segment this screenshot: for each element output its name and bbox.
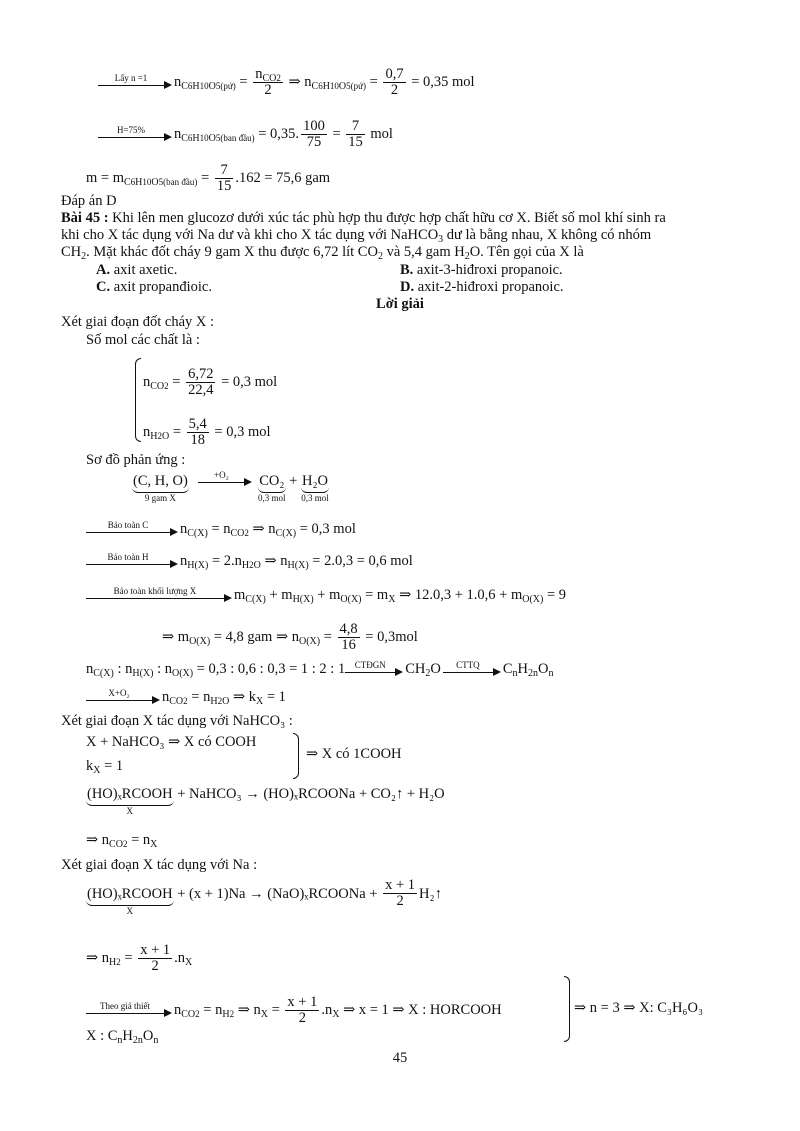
stage1-heading: Xét giai đoạn đốt cháy X : [61, 314, 215, 330]
stage2-heading: Xét giai đoạn X tác dụng với NaHCO₃ : [61, 713, 293, 729]
reaction-na: (HO)ₓRCOOH X + (x + 1)Na → (NaO)ₓRCOONa + $\frac{x + 1}{2}$ H₂↑ [87, 877, 442, 916]
bracket1-line1: X + NaHCO₃ ⇒ X có COOH [86, 734, 257, 750]
scheme-intro: Sơ đồ phản ứng : [86, 452, 186, 468]
final-result: ⇒ n = 3 ⇒ X: C₃H₆O₃ [574, 1000, 704, 1016]
nh2-line: ⇒ $n_{H2}$ = $\frac{x + 1}{2}$ $.n_X$ [86, 942, 193, 974]
option-a: A. axit axetic. [96, 262, 178, 278]
bracket1-result: ⇒ X có 1COOH [306, 746, 402, 762]
system-brace [135, 358, 141, 442]
final-brace [564, 976, 570, 1042]
reaction-scheme: (C, H, O) 9 gam X +O₂ CO₂ 0,3 mol + H₂O 0,3 mol [133, 470, 329, 503]
conservation-c-line: Bảo toàn C $n_{C(X)} = n_{CO2}$ ⇒ $n_{C(X)} = 0,3$ mol [86, 521, 356, 538]
problem-line-3: $CH_2$. Mặt khác đốt cháy 9 gam X thu được 6,72 lít $CO_2$ và 5,4 gam $H_2O$. Tên gọi của X là [61, 244, 584, 262]
conservation-h-line: Bảo toàn H $n_{H(X)} = 2.n_{H2O}$ ⇒ $n_{H(X)} = 2.0,3 = 0,6$ mol [86, 553, 413, 570]
final-line-2: X : $C_nH_{2n}O_n$ [86, 1028, 159, 1046]
nh2o-line: $n_{H2O}$ = $\frac{5,4}{18}$ = 0,3 mol [143, 416, 271, 448]
mol-intro: Số mol các chất là : [86, 332, 200, 348]
problem-line-1: Bài 45 : Khi lên men glucozơ dưới xúc tác phù hợp thu được hợp chất hữu cơ X. Biết số mol khí sinh ra [61, 210, 666, 226]
page-number: 45 [392, 1050, 408, 1066]
option-c: C. axit propanđioic. [96, 279, 212, 295]
mass-conservation-line: Bảo toàn khối lượng X $m_{C(X)} + m_{H(X)} + m_{O(X)} = m_X$ ⇒ $12.0,3 + 1.0,6 + m_{O(X)} = 9$ [86, 587, 566, 604]
option-b: B. axit-3-hiđroxi propanoic. [400, 262, 563, 278]
answer-line: Đáp án D [61, 193, 117, 209]
equation-line-3: $m = m_{C6H10O5(ban đầu)}$ = $\frac{7}{15}$ .162 = 75,6 gam [86, 162, 331, 194]
equation-line-2: H=75% $n_{C6H10O5(ban đầu)} = 0,35$. $\frac{100}{75}$ = $\frac{7}{15}$ mol [98, 119, 393, 150]
nco2-line: $n_{CO2}$ = $\frac{6,72}{22,4}$ = 0,3 mol [143, 366, 278, 398]
solution-title: Lời giải [376, 296, 424, 312]
problem-line-2: khi cho X tác dụng với Na dư và khi cho X tác dụng với NaHCO$_3$ dư là bằng nhau, X không có nhóm [61, 227, 652, 245]
k-line: X+O₂ $n_{CO2} = n_{H2O}$ ⇒ $k_X = 1$ [86, 689, 286, 706]
bracket1-line2: $k_X = 1$ [86, 758, 124, 776]
reaction-nahco3: (HO)ₓRCOOH X + NaHCO₃ → (HO)ₓRCOONa + CO₂↑ + H₂O [87, 786, 445, 816]
option-d: D. axit-2-hiđroxi propanoic. [400, 279, 564, 295]
final-line-1: Theo giả thiết $n_{CO2} = n_{H2}$ ⇒ $n_X$ = $\frac{x + 1}{2}$ $.n_X$ ⇒ x = 1 ⇒ X : HORCOOH [86, 995, 502, 1026]
ratio-line: $n_{C(X)}$ : $n_{H(X)}$ : $n_{O(X)} = 0,3$ : 0,6 : 0,3 = 1 : 2 : 1 CTĐGN $CH_2O$ CTTQ $C_nH_{2n}O_n$ [86, 660, 554, 679]
stage3-heading: Xét giai đoạn X tác dụng với Na : [61, 857, 258, 873]
bracket1-brace [293, 733, 299, 779]
nco2-equals-nx: ⇒ $n_{CO2} = n_X$ [86, 832, 158, 850]
equation-line-1: Lấy n =1 $n_{C6H10O5(pứ)}$ = $\frac{n_{CO2}}{2}$ ⇒ $n_{C6H10O5(pứ)}$ = $\frac{0,7}{2}$ = 0,35 mol [98, 67, 475, 98]
oxygen-line: ⇒ $m_{O(X)} = 4,8$ gam ⇒ $n_{O(X)}$ = $\frac{4,8}{16}$ = 0,3mol [162, 621, 418, 653]
